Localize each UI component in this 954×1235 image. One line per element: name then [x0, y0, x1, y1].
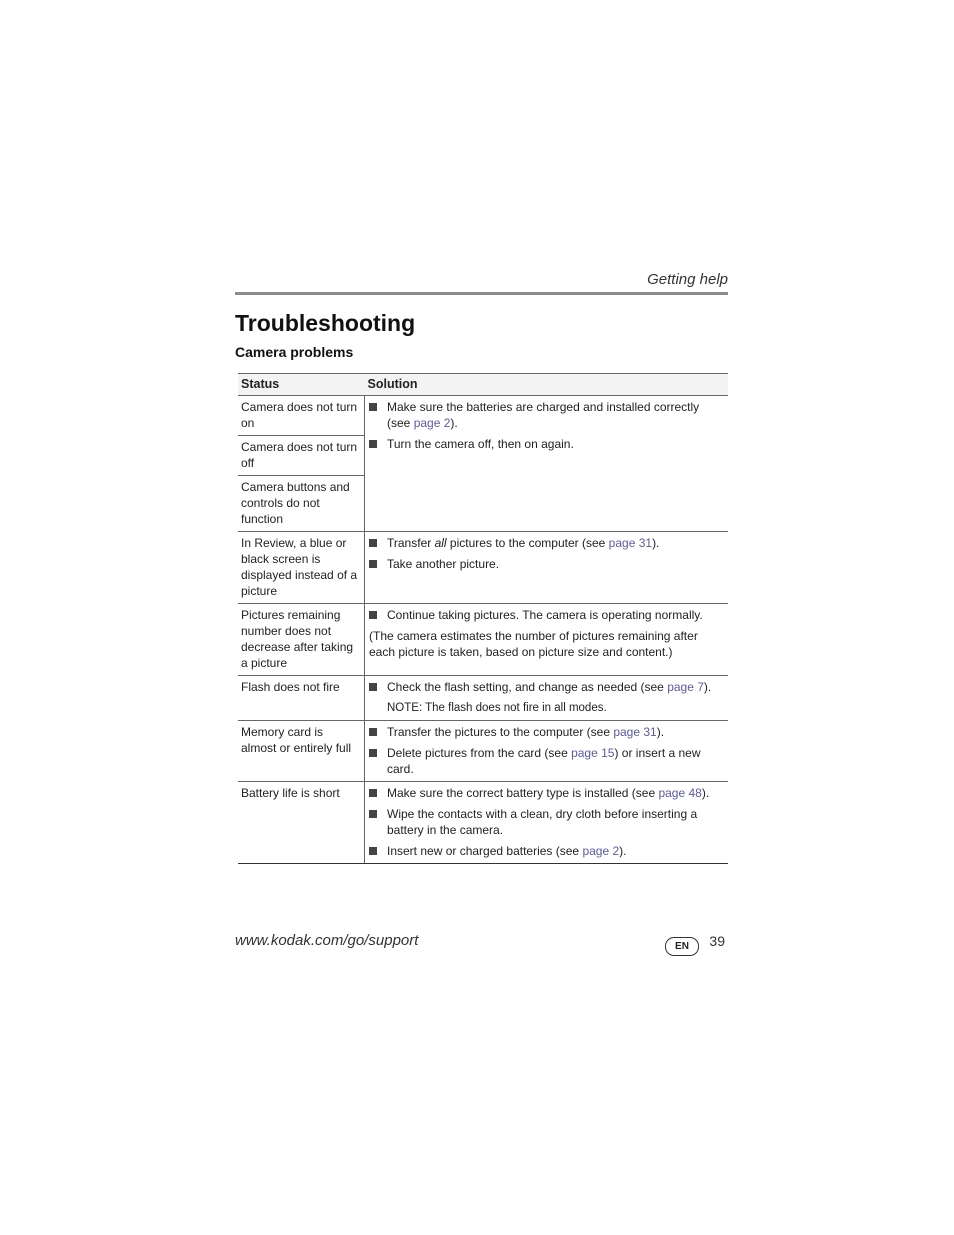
page-link[interactable]: page 31 [613, 725, 657, 739]
solution-cell [365, 532, 729, 604]
bullet-square-icon [369, 728, 377, 736]
solution-note: (The camera estimates the number of pictures remaining after each picture is taken, based on picture size and content.) [369, 629, 698, 659]
status-cell: Flash does not fire [238, 676, 365, 721]
table-row [238, 532, 728, 604]
table-header-row [238, 374, 728, 396]
page-link[interactable]: page 7 [667, 680, 704, 694]
bullet-square-icon [369, 749, 377, 757]
solution-bullet: Delete pictures from the card (see page 15) or insert a new card. [369, 745, 724, 777]
status-cell: Camera does not turn off [238, 436, 365, 476]
solution-bullet: Continue taking pictures. The camera is operating normally. [369, 607, 724, 623]
page-link[interactable]: page 2 [413, 416, 451, 430]
solution-cell [365, 396, 729, 532]
solution-cell [365, 721, 729, 782]
running-head: Getting help [647, 271, 728, 288]
status-cell: Battery life is short [238, 782, 365, 864]
solution-cell [365, 676, 729, 721]
header-rule [235, 292, 728, 295]
solution-bullet: Make sure the correct battery type is installed (see page 48). [369, 785, 724, 801]
status-cell: Camera buttons and controls do not function [238, 476, 365, 532]
solution-bullet: Make sure the batteries are charged and installed correctly (see page 2). [369, 399, 724, 431]
language-badge: EN [665, 937, 699, 956]
solution-bullet: Wipe the contacts with a clean, dry cloth before inserting a battery in the camera. [369, 806, 724, 838]
table-row [238, 721, 728, 782]
page-link[interactable]: page 2 [582, 844, 620, 858]
solution-bullet: Take another picture. [369, 556, 724, 572]
bullet-square-icon [369, 611, 377, 619]
solution-cell [365, 782, 729, 864]
troubleshooting-table [238, 373, 728, 864]
page-link[interactable]: page 31 [608, 536, 653, 550]
page-link[interactable]: page 48 [658, 786, 702, 800]
solution-bullet: Transfer the pictures to the computer (see page 31). [369, 724, 724, 740]
solution-bullet: Insert new or charged batteries (see page 2). [369, 843, 724, 859]
table-row [238, 396, 728, 436]
status-cell: In Review, a blue or black screen is displayed instead of a picture [238, 532, 365, 604]
section-subtitle: Camera problems [235, 344, 354, 360]
bullet-square-icon [369, 847, 377, 855]
table-row [238, 604, 728, 676]
page-title: Troubleshooting [235, 310, 416, 336]
bullet-square-icon [369, 683, 377, 691]
page-number: 39 [709, 933, 725, 949]
footer-url-link[interactable]: www.kodak.com/go/support [235, 932, 419, 949]
bullet-square-icon [369, 560, 377, 568]
bullet-square-icon [369, 810, 377, 818]
solution-bullet: Turn the camera off, then on again. [369, 436, 724, 452]
solution-bullet: Check the flash setting, and change as needed (see page 7). [369, 679, 724, 695]
table-row [238, 782, 728, 864]
status-cell: Camera does not turn on [238, 396, 365, 436]
bullet-square-icon [369, 789, 377, 797]
status-cell: Pictures remaining number does not decrease after taking a picture [238, 604, 365, 676]
page-link[interactable]: page 15 [571, 746, 615, 760]
solution-cell [365, 604, 729, 676]
column-header-status: Status [238, 374, 365, 396]
solution-bullet: Transfer all pictures to the computer (see page 31). [369, 535, 724, 551]
status-cell: Memory card is almost or entirely full [238, 721, 365, 782]
bullet-square-icon [369, 403, 377, 411]
bullet-square-icon [369, 440, 377, 448]
bullet-square-icon [369, 539, 377, 547]
column-header-solution: Solution [365, 374, 729, 396]
table-row [238, 676, 728, 721]
flash-note: NOTE: The flash does not fire in all modes. [387, 702, 607, 714]
